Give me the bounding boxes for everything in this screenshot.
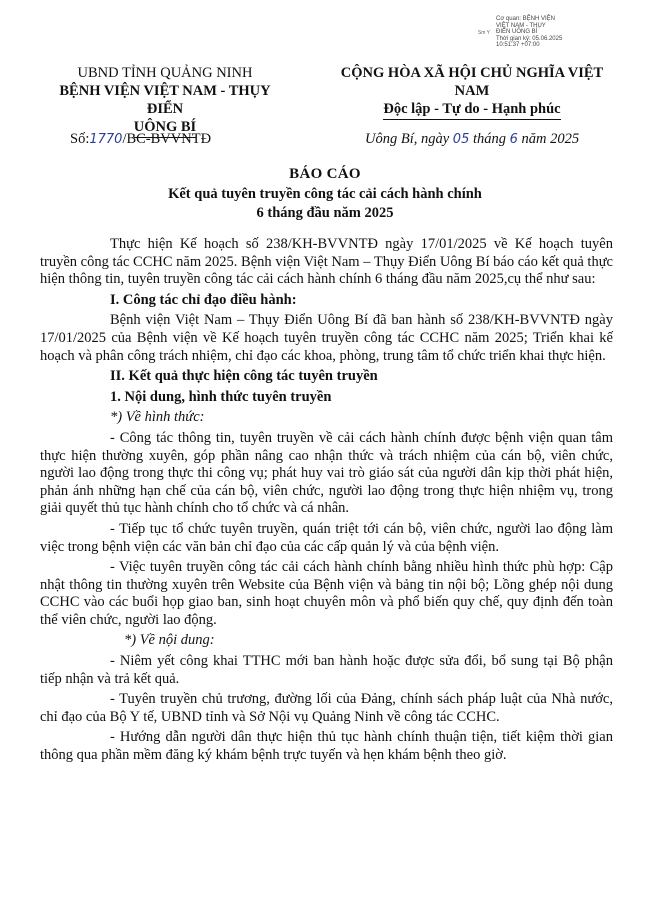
content-paragraph-1: - Niêm yết công khai TTHC mới ban hành hoặc được sửa đổi, bổ sung tại Bộ phận tiếp nhận và trả kết quả. xyxy=(40,653,613,687)
stamp-line: Cơ quan: BỆNH VIỆN xyxy=(496,16,555,22)
stamp-tag: Sm Y xyxy=(477,30,490,36)
national-header xyxy=(322,64,622,120)
handwritten-day: 05 xyxy=(452,132,470,147)
document-title: Kết quả tuyên truyền công tác cải cách hành chính xyxy=(168,186,482,202)
stamp-line: 10:51:37 +07:00 xyxy=(496,42,540,49)
form-paragraph-1: - Công tác thông tin, tuyên truyền về cải cách hành chính được bệnh viện quan tâm thực hiện thường xuyên, góp phần nâng cao nhận thức và trách nhiệm của cán bộ, viên chức, người lao động trong thực thi công vụ; phát huy vai trò giáo sát của người dân kịp thời phát hiện, phản ánh những hạn chế của cán bộ, viên chức, người lao động trong thực hiện nhiệm vụ, trong giải quyết thủ tục hành chính cho tổ chức và cá nhân. xyxy=(40,429,613,517)
document-subtitle: 6 tháng đầu năm 2025 xyxy=(256,205,394,221)
document-number xyxy=(70,131,211,148)
document-type: BÁO CÁO xyxy=(289,166,361,182)
content-paragraph-2: - Tuyên truyền chủ trương, đường lối của Đảng, chính sách pháp luật của Nhà nước, chỉ đạo của Bộ Y tế, UBND tỉnh và Sở Nội vụ Quảng Ninh về công tác CCHC. xyxy=(40,691,613,725)
doc-number-suffix: /BC-BVVNTĐ xyxy=(122,131,212,147)
handwritten-number: 1770 xyxy=(89,132,123,147)
parent-organization: UBND TỈNH QUẢNG NINH xyxy=(77,65,253,81)
doc-number-prefix: Số: xyxy=(70,131,90,147)
stamp-line: Thời gian ký: 05.06.2025 xyxy=(496,35,563,42)
issuing-agency-header xyxy=(40,64,290,138)
digital-signature-stamp xyxy=(496,16,628,49)
nation-name: CỘNG HÒA XÃ HỘI CHỦ NGHĨA VIỆT NAM xyxy=(340,65,604,99)
date-year: năm 2025 xyxy=(521,131,580,147)
form-label: *) Về hình thức: xyxy=(110,409,205,426)
document-body xyxy=(40,236,613,768)
form-paragraph-2: - Tiếp tục tổ chức tuyên truyền, quán triệt tới cán bộ, viên chức, người lao động làm việc trong bệnh viện các văn bản chỉ đạo của các cấp quản lý và của bệnh viện. xyxy=(40,520,613,555)
handwritten-month: 6 xyxy=(509,132,518,147)
form-paragraph-3: - Việc tuyên truyền công tác cải cách hành chính bằng nhiều hình thức phù hợp: Cập nhật thông tin thường xuyên trên Website của Bệnh viện và bảng tin nội bộ; Lồng ghép nội dung CCHC vào các buổi họp giao ban, sinh hoạt chuyên môn và phổ biến quy chế, quy định đến toàn thể viên chức, người lao động. xyxy=(40,559,613,628)
hospital-name-line2: UÔNG BÍ xyxy=(134,118,196,138)
section-1-heading: I. Công tác chỉ đạo điều hành: xyxy=(110,291,297,308)
stamp-line: VIỆT NAM - THỤY xyxy=(496,22,546,29)
section-2-heading: II. Kết quả thực hiện công tác tuyên truyền xyxy=(110,368,378,385)
content-paragraph-3: - Hướng dẫn người dân thực hiện thủ tục hành chính thuận tiện, tiết kiệm thời gian thông qua phần mềm đăng ký khám bệnh trực tuyến và hẹn khám bệnh theo giờ. xyxy=(40,729,613,764)
national-motto: Độc lập - Tự do - Hạnh phúc xyxy=(383,100,560,120)
issue-date xyxy=(365,131,579,148)
subsection-1-heading: 1. Nội dung, hình thức tuyên truyền xyxy=(110,388,332,405)
content-label: *) Về nội dung: xyxy=(124,632,215,649)
date-place: Uông Bí, ngày xyxy=(365,131,450,147)
section-1-paragraph: Bệnh viện Việt Nam – Thụy Điển Uông Bí đã ban hành số 238/KH-BVVNTĐ ngày 17/01/2025 của Bệnh viện về Kế hoạch tuyên truyền công tác CCHC năm 2025; Triển khai kế hoạch và phân công trách nhiệm, chỉ đạo các khoa, phòng, trung tâm tổ chức triển khai thực hiện. xyxy=(40,312,613,364)
intro-paragraph: Thực hiện Kế hoạch số 238/KH-BVVNTĐ ngày 17/01/2025 về Kế hoạch tuyên truyền công tác CCHC năm 2025. Bệnh viện Việt Nam – Thụy Điển Uông Bí báo cáo kết quả thực hiện thông tin, tuyên truyền công tác cải cách hành chính 6 tháng đầu năm 2025,cụ thể như sau: xyxy=(40,236,613,288)
stamp-line: ĐIỂN UÔNG BÍ xyxy=(496,29,538,36)
hospital-name: BỆNH VIỆN VIỆT NAM - THỤY ĐIỂN xyxy=(59,83,271,117)
date-month-label: tháng xyxy=(472,131,506,147)
